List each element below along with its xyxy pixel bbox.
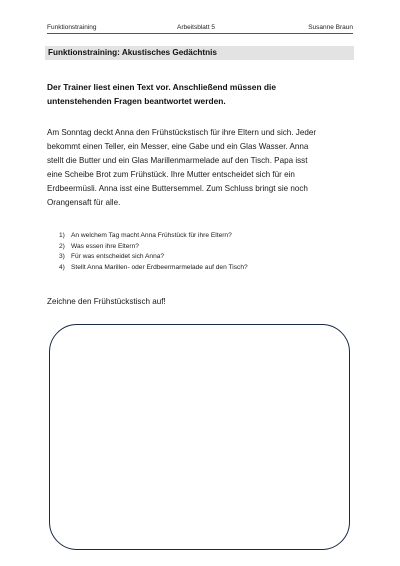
question-text: An welchem Tag macht Anna Frühstück für ihre Eltern?	[71, 232, 232, 239]
header-divider	[47, 33, 353, 34]
question-number: 1)	[59, 232, 65, 239]
drawing-area[interactable]	[49, 324, 350, 550]
instructions-line: untenstehenden Fragen beantwortet werden.	[47, 96, 226, 106]
instructions	[47, 80, 357, 108]
question-list	[59, 231, 359, 273]
question-item	[59, 252, 359, 263]
instructions-line: Der Trainer liest einen Text vor. Anschließend müssen die	[47, 82, 276, 92]
question-item	[59, 242, 359, 253]
drawing-prompt: Zeichne den Frühstückstisch auf!	[47, 297, 166, 306]
header-subject: Funktionstraining	[47, 24, 97, 31]
title-bar	[45, 46, 354, 60]
question-number: 4)	[59, 263, 65, 271]
story-line: bekommt einen Teller, ein Messer, eine Gabe und ein Glas Wasser. Anna	[47, 142, 309, 151]
header-author: Susanne Braun	[308, 24, 353, 31]
question-number: 2)	[59, 242, 65, 250]
question-text: Stellt Anna Marillen- oder Erdbeermarmelade auf den Tisch?	[71, 263, 248, 271]
question-text: Was essen ihre Eltern?	[71, 242, 139, 250]
story-line: Erdbeermüsli. Anna isst eine Buttersemmel. Zum Schluss bringt sie noch	[47, 184, 308, 193]
story-text	[47, 126, 357, 210]
story-line: Orangensaft für alle.	[47, 198, 121, 207]
story-line: stellt die Butter und ein Glas Marillenmarmelade auf den Tisch. Papa isst	[47, 156, 308, 165]
page-title: Funktionstraining: Akustisches Gedächtnis	[48, 48, 217, 57]
question-text: Für was entscheidet sich Anna?	[71, 253, 165, 261]
header-worksheet-number: Arbeitsblatt 5	[177, 24, 215, 31]
story-line: eine Scheibe Brot zum Frühstück. Ihre Mutter entscheidet sich für ein	[47, 170, 295, 179]
story-line: Am Sonntag deckt Anna den Frühstückstisch für ihre Eltern und sich. Jeder	[47, 128, 317, 137]
question-number: 3)	[59, 253, 65, 261]
question-item	[59, 231, 359, 242]
question-item	[59, 263, 359, 274]
